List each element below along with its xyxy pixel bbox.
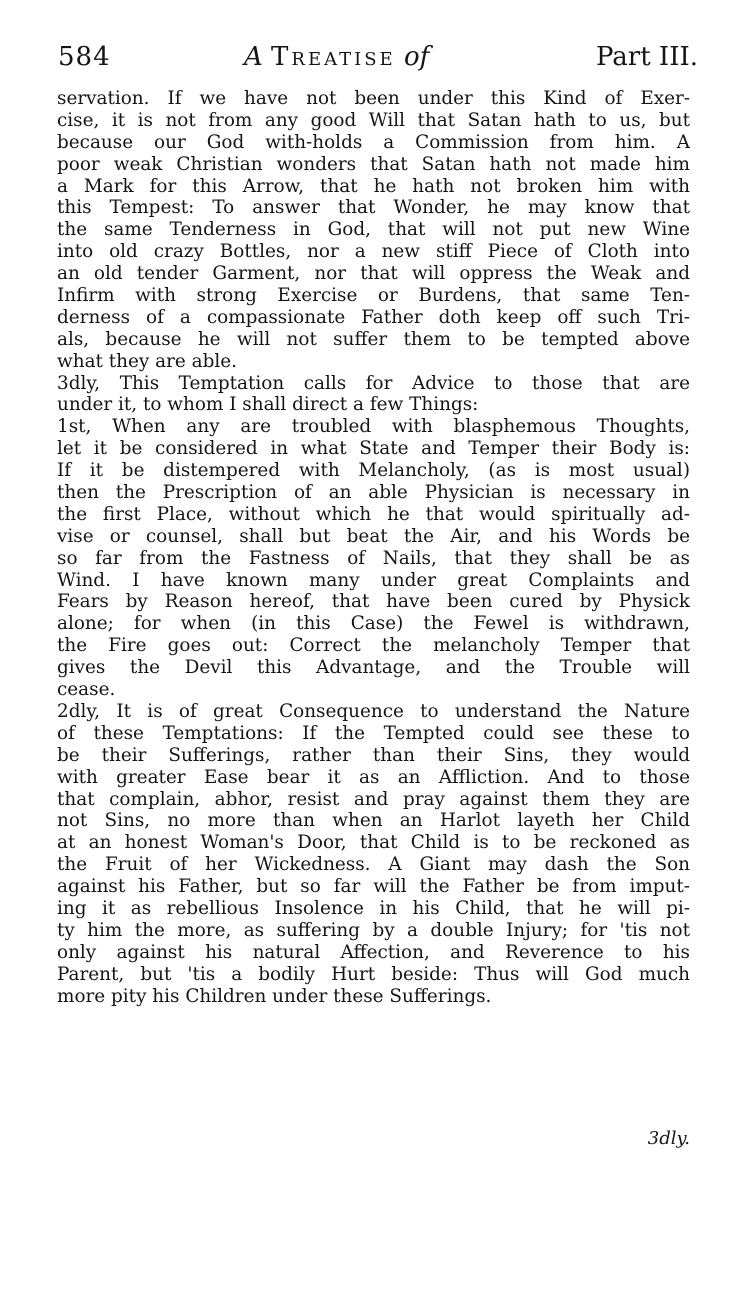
text-line: ing it as rebellious Insolence in his Child, that he will pi-	[57, 897, 690, 919]
text-line: of these Temptations: If the Tempted could see these to	[57, 722, 690, 744]
text-line: at an honest Woman's Door, that Child is to be reckoned as	[57, 832, 690, 854]
text-line: more pity his Children under these Sufferings.	[57, 985, 492, 1007]
text-line: because our God with-holds a Commission from him. A	[57, 131, 690, 153]
text-line: what they are able.	[57, 350, 237, 372]
text-line: gives the Devil this Advantage, and the Trouble will	[57, 657, 690, 679]
text-line: not Sins, no more than when an Harlot layeth her Child	[57, 810, 690, 832]
part-label: Part III.	[595, 42, 698, 72]
text-line: vise or counsel, shall but beat the Air, and his Words be	[57, 525, 690, 547]
text-line: 2dly, It is of great Consequence to understand the Nature	[57, 700, 690, 722]
running-title	[244, 42, 429, 72]
text-line: into old crazy Bottles, nor a new stiff Piece of Cloth into	[57, 241, 690, 263]
text-line: let it be considered in what State and Temper their Body is:	[57, 438, 690, 460]
text-line: ty him the more, as suffering by a double Injury; for 'tis not	[57, 919, 690, 941]
text-line: poor weak Christian wonders that Satan hath not made him	[57, 153, 690, 175]
text-line: that complain, abhor, resist and pray against them they are	[57, 788, 690, 810]
text-line: a Mark for this Arrow, that he hath not broken him with	[57, 175, 690, 197]
text-line: servation. If we have not been under this Kind of Exer-	[57, 88, 690, 109]
text-line: the first Place, without which he that would spiritually ad-	[57, 503, 690, 525]
text-line: Fears by Reason hereof, that have been cured by Physick	[57, 591, 690, 613]
text-line: an old tender Garment, nor that will oppress the Weak and	[57, 263, 690, 285]
page-number: 584	[58, 42, 111, 72]
text-line: so far from the Fastness of Nails, that they shall be as	[57, 547, 690, 569]
text-line: against his Father, but so far will the Father be from imput-	[57, 876, 690, 898]
running-title-article: A	[244, 42, 263, 72]
text-line: Infirm with strong Exercise or Burdens, that same Ten-	[57, 285, 690, 307]
catchword: 3dly.	[647, 1128, 690, 1149]
text-line: 1st, When any are troubled with blasphemous Thoughts,	[57, 416, 690, 438]
text-line: cise, it is not from any good Will that Satan hath to us, but	[57, 109, 690, 131]
text-line: with greater Ease bear it as an Affliction. And to those	[57, 766, 690, 788]
text-line: be their Sufferings, rather than their Sins, they would	[57, 744, 690, 766]
text-line: then the Prescription of an able Physician is necessary in	[57, 482, 690, 504]
text-line: 3dly, This Temptation calls for Advice to those that are	[57, 372, 690, 394]
text-line: the Fruit of her Wickedness. A Giant may dash the Son	[57, 854, 690, 876]
text-line: this Tempest: To answer that Wonder, he may know that	[57, 197, 690, 219]
text-line: cease.	[57, 679, 116, 701]
running-title-of: of	[403, 42, 430, 72]
text-line: Wind. I have known many under great Complaints and	[57, 569, 690, 591]
text-line: Parent, but 'tis a bodily Hurt beside: Thus will God much	[57, 963, 690, 985]
text-line: under it, to whom I shall direct a few Things:	[57, 394, 479, 416]
text-line: alone; for when (in this Case) the Fewel is withdrawn,	[57, 613, 690, 635]
text-line: only against his natural Affection, and Reverence to his	[57, 941, 690, 963]
text-line: the same Tenderness in God, that will not put new Wine	[57, 219, 690, 241]
text-line: als, because he will not suffer them to be tempted above	[57, 328, 690, 350]
running-title-word: Treatise	[271, 42, 396, 72]
text-line: If it be distempered with Melancholy, (as is most usual)	[57, 460, 690, 482]
page-header	[58, 42, 698, 88]
text-line: derness of a compassionate Father doth keep off such Tri-	[57, 306, 690, 328]
text-line: the Fire goes out: Correct the melancholy Temper that	[57, 635, 690, 657]
body-text	[57, 88, 690, 1007]
